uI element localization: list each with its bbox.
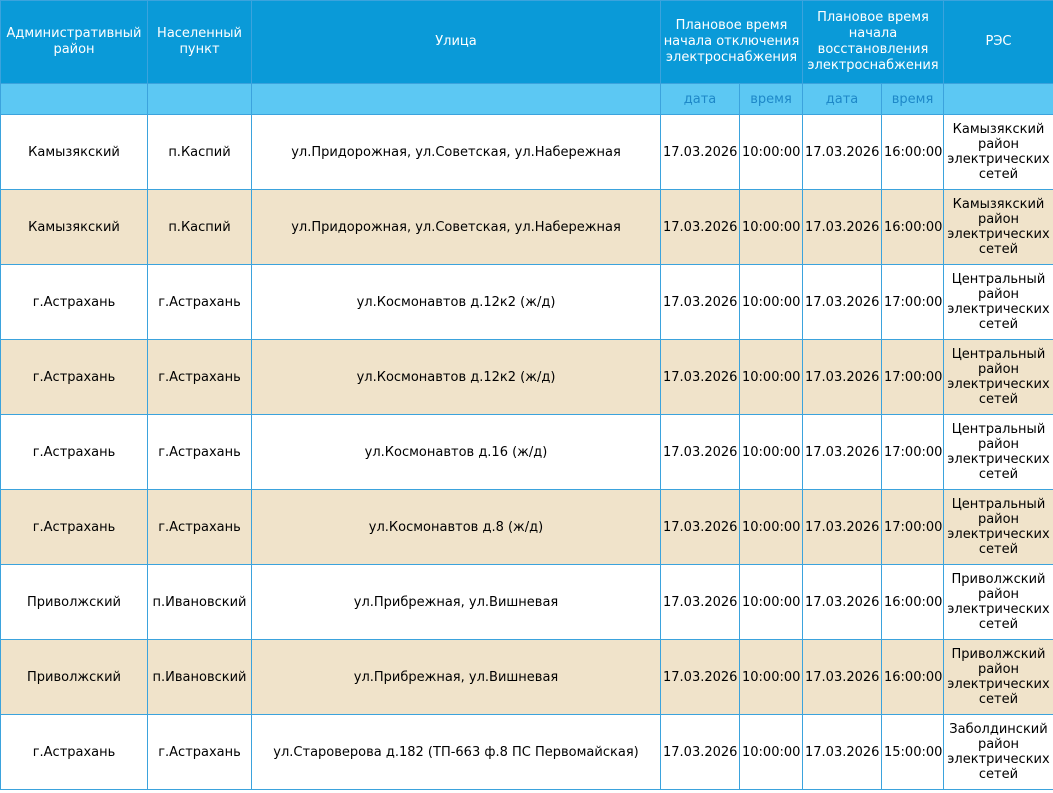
header-off-start: Плановое время начала отключения электроснабжения	[661, 1, 803, 84]
cell-off-time: 10:00:00	[740, 115, 803, 190]
cell-on-date: 17.03.2026	[803, 115, 882, 190]
header-restore: Плановое время начала восстановления электроснабжения	[803, 1, 944, 84]
cell-locality: п.Каспий	[148, 115, 252, 190]
cell-on-date: 17.03.2026	[803, 715, 882, 790]
cell-district: г.Астрахань	[1, 490, 148, 565]
cell-off-time: 10:00:00	[740, 415, 803, 490]
cell-off-time: 10:00:00	[740, 265, 803, 340]
subheader-off-time: время	[740, 84, 803, 115]
cell-res: Заболдинский район электрических сетей	[944, 715, 1053, 790]
cell-on-time: 15:00:00	[882, 715, 944, 790]
subheader-on-time: время	[882, 84, 944, 115]
cell-on-date: 17.03.2026	[803, 265, 882, 340]
table-row	[1, 640, 1053, 715]
cell-off-time: 10:00:00	[740, 340, 803, 415]
cell-street: ул.Космонавтов д.8 (ж/д)	[252, 490, 661, 565]
table-row	[1, 190, 1053, 265]
subheader-empty	[1, 84, 148, 115]
cell-res: Камызякский район электрических сетей	[944, 115, 1053, 190]
cell-street: ул.Космонавтов д.12к2 (ж/д)	[252, 265, 661, 340]
cell-off-date: 17.03.2026	[661, 415, 740, 490]
cell-on-time: 16:00:00	[882, 565, 944, 640]
cell-off-date: 17.03.2026	[661, 490, 740, 565]
table-row	[1, 565, 1053, 640]
header-locality: Населенный пункт	[148, 1, 252, 84]
cell-locality: г.Астрахань	[148, 490, 252, 565]
table-row	[1, 115, 1053, 190]
cell-street: ул.Прибрежная, ул.Вишневая	[252, 640, 661, 715]
cell-off-date: 17.03.2026	[661, 715, 740, 790]
cell-locality: г.Астрахань	[148, 715, 252, 790]
subheader-empty	[252, 84, 661, 115]
subheader-empty	[944, 84, 1053, 115]
table-row	[1, 265, 1053, 340]
header-res: РЭС	[944, 1, 1053, 84]
cell-locality: г.Астрахань	[148, 415, 252, 490]
cell-off-date: 17.03.2026	[661, 265, 740, 340]
cell-off-date: 17.03.2026	[661, 340, 740, 415]
cell-street: ул.Придорожная, ул.Советская, ул.Набережная	[252, 190, 661, 265]
cell-locality: п.Ивановский	[148, 640, 252, 715]
cell-street: ул.Космонавтов д.12к2 (ж/д)	[252, 340, 661, 415]
cell-district: Приволжский	[1, 565, 148, 640]
cell-res: Камызякский район электрических сетей	[944, 190, 1053, 265]
cell-district: г.Астрахань	[1, 715, 148, 790]
cell-street: ул.Космонавтов д.16 (ж/д)	[252, 415, 661, 490]
cell-street: ул.Прибрежная, ул.Вишневая	[252, 565, 661, 640]
table-row	[1, 340, 1053, 415]
cell-locality: п.Ивановский	[148, 565, 252, 640]
cell-street: ул.Староверова д.182 (ТП-663 ф.8 ПС Первомайская)	[252, 715, 661, 790]
cell-street: ул.Придорожная, ул.Советская, ул.Набережная	[252, 115, 661, 190]
cell-district: г.Астрахань	[1, 265, 148, 340]
header-street: Улица	[252, 1, 661, 84]
cell-res: Центральный район электрических сетей	[944, 265, 1053, 340]
table-row	[1, 415, 1053, 490]
cell-on-date: 17.03.2026	[803, 190, 882, 265]
cell-res: Центральный район электрических сетей	[944, 490, 1053, 565]
cell-res: Приволжский район электрических сетей	[944, 565, 1053, 640]
cell-district: Камызякский	[1, 115, 148, 190]
cell-on-time: 17:00:00	[882, 490, 944, 565]
subheader-on-date: дата	[803, 84, 882, 115]
table-row	[1, 715, 1053, 790]
table-row	[1, 490, 1053, 565]
cell-on-date: 17.03.2026	[803, 340, 882, 415]
subheader-empty	[148, 84, 252, 115]
cell-off-date: 17.03.2026	[661, 640, 740, 715]
cell-locality: п.Каспий	[148, 190, 252, 265]
cell-on-date: 17.03.2026	[803, 415, 882, 490]
cell-locality: г.Астрахань	[148, 340, 252, 415]
cell-on-date: 17.03.2026	[803, 565, 882, 640]
header-district: Административный район	[1, 1, 148, 84]
cell-off-date: 17.03.2026	[661, 190, 740, 265]
header-row	[1, 1, 1053, 84]
cell-on-time: 16:00:00	[882, 190, 944, 265]
cell-district: Приволжский	[1, 640, 148, 715]
cell-on-time: 16:00:00	[882, 640, 944, 715]
cell-locality: г.Астрахань	[148, 265, 252, 340]
cell-on-time: 17:00:00	[882, 265, 944, 340]
cell-res: Приволжский район электрических сетей	[944, 640, 1053, 715]
cell-on-time: 16:00:00	[882, 115, 944, 190]
cell-off-time: 10:00:00	[740, 190, 803, 265]
cell-off-time: 10:00:00	[740, 715, 803, 790]
cell-district: Камызякский	[1, 190, 148, 265]
cell-off-date: 17.03.2026	[661, 115, 740, 190]
cell-on-date: 17.03.2026	[803, 490, 882, 565]
cell-on-time: 17:00:00	[882, 340, 944, 415]
cell-off-time: 10:00:00	[740, 490, 803, 565]
subheader-row	[1, 84, 1053, 115]
subheader-off-date: дата	[661, 84, 740, 115]
cell-on-date: 17.03.2026	[803, 640, 882, 715]
cell-district: г.Астрахань	[1, 415, 148, 490]
cell-off-time: 10:00:00	[740, 565, 803, 640]
cell-off-time: 10:00:00	[740, 640, 803, 715]
cell-res: Центральный район электрических сетей	[944, 415, 1053, 490]
cell-on-time: 17:00:00	[882, 415, 944, 490]
cell-off-date: 17.03.2026	[661, 565, 740, 640]
cell-res: Центральный район электрических сетей	[944, 340, 1053, 415]
cell-district: г.Астрахань	[1, 340, 148, 415]
